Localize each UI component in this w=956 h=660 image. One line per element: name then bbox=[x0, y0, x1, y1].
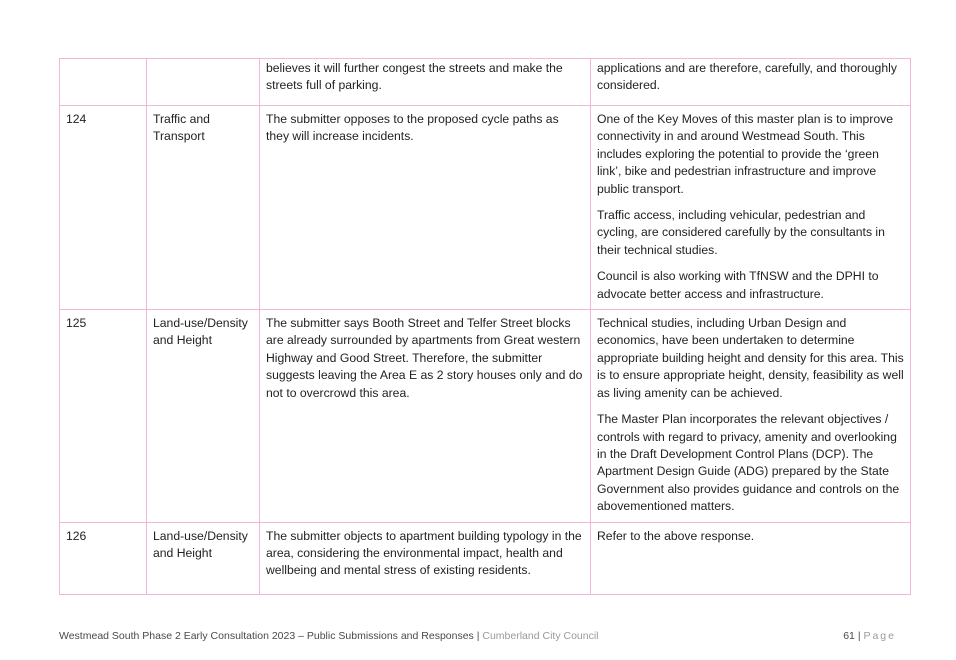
cell-category: Traffic and Transport bbox=[147, 106, 260, 310]
cell-submission bbox=[260, 522, 591, 594]
table-row bbox=[60, 59, 911, 106]
cell-response bbox=[591, 59, 911, 106]
cell-category: Land-use/Density and Height bbox=[147, 522, 260, 594]
page-separator: | bbox=[857, 630, 861, 642]
cell-submission bbox=[260, 310, 591, 522]
cell-id: 124 bbox=[60, 106, 147, 310]
page-number-block bbox=[843, 630, 896, 642]
response-text: One of the Key Moves of this master plan is to improve connectivity in and around Westmead South. This includes exploring the potential to provide the ‘green link’, bike and pedestrian infrastructure and improve public transport. bbox=[597, 112, 894, 196]
cell-id: 126 bbox=[60, 522, 147, 594]
cell-response bbox=[591, 522, 911, 594]
response-text: The Master Plan incorporates the relevant objectives / controls with regard to privacy, amenity and overlooking in the Draft Development Control Plans (DCP). The Apartment Design Guide (ADG) prepared by the State Government also provides guidance and controls on the abovementioned matters. bbox=[597, 412, 900, 514]
page-number: 61 bbox=[843, 630, 855, 642]
footer-separator: | bbox=[476, 630, 480, 642]
page-word: Page bbox=[863, 630, 896, 642]
page-footer bbox=[59, 630, 896, 642]
response-text: Traffic access, including vehicular, pedestrian and cycling, are considered carefully by the consultants in their technical studies. bbox=[597, 208, 885, 257]
footer-doc-title: Westmead South Phase 2 Early Consultation 2023 – Public Submissions and Responses bbox=[59, 630, 474, 642]
submissions-table bbox=[59, 58, 911, 595]
submission-text: believes it will further congest the streets and make the streets full of parking. bbox=[266, 61, 563, 93]
response-text: applications and are therefore, carefully, and thoroughly considered. bbox=[597, 61, 897, 93]
cell-id: 125 bbox=[60, 310, 147, 522]
cell-response bbox=[591, 106, 911, 310]
submission-text: The submitter objects to apartment building typology in the area, considering the environmental impact, health and wellbeing and mental stress of existing residents. bbox=[266, 528, 582, 578]
response-text: Refer to the above response. bbox=[597, 528, 755, 543]
table-row bbox=[60, 522, 911, 594]
cell-submission bbox=[260, 106, 591, 310]
cell-category: Land-use/Density and Height bbox=[147, 310, 260, 522]
footer-org: Cumberland City Council bbox=[482, 630, 599, 642]
cell-response bbox=[591, 310, 911, 522]
response-text: Technical studies, including Urban Design and economics, have been undertaken to determine appropriate building height and density for this area. This is to ensure appropriate height, density, feasibility as well as living amenity can be achieved. bbox=[597, 316, 904, 400]
submission-text: The submitter opposes to the proposed cycle paths as they will increase incidents. bbox=[266, 112, 559, 144]
cell-id bbox=[60, 59, 147, 106]
table-row bbox=[60, 106, 911, 310]
submission-text: The submitter says Booth Street and Telfer Street blocks are already surrounded by apartments from Great western Highway and Good Street. Therefore, the submitter suggests leaving the Area E as 2 story houses only and do not to overcrowd this area. bbox=[266, 316, 583, 400]
footer-title bbox=[59, 630, 599, 642]
response-text: Council is also working with TfNSW and the DPHI to advocate better access and infrastructure. bbox=[597, 269, 879, 301]
cell-submission bbox=[260, 59, 591, 106]
table-row bbox=[60, 310, 911, 522]
cell-category bbox=[147, 59, 260, 106]
